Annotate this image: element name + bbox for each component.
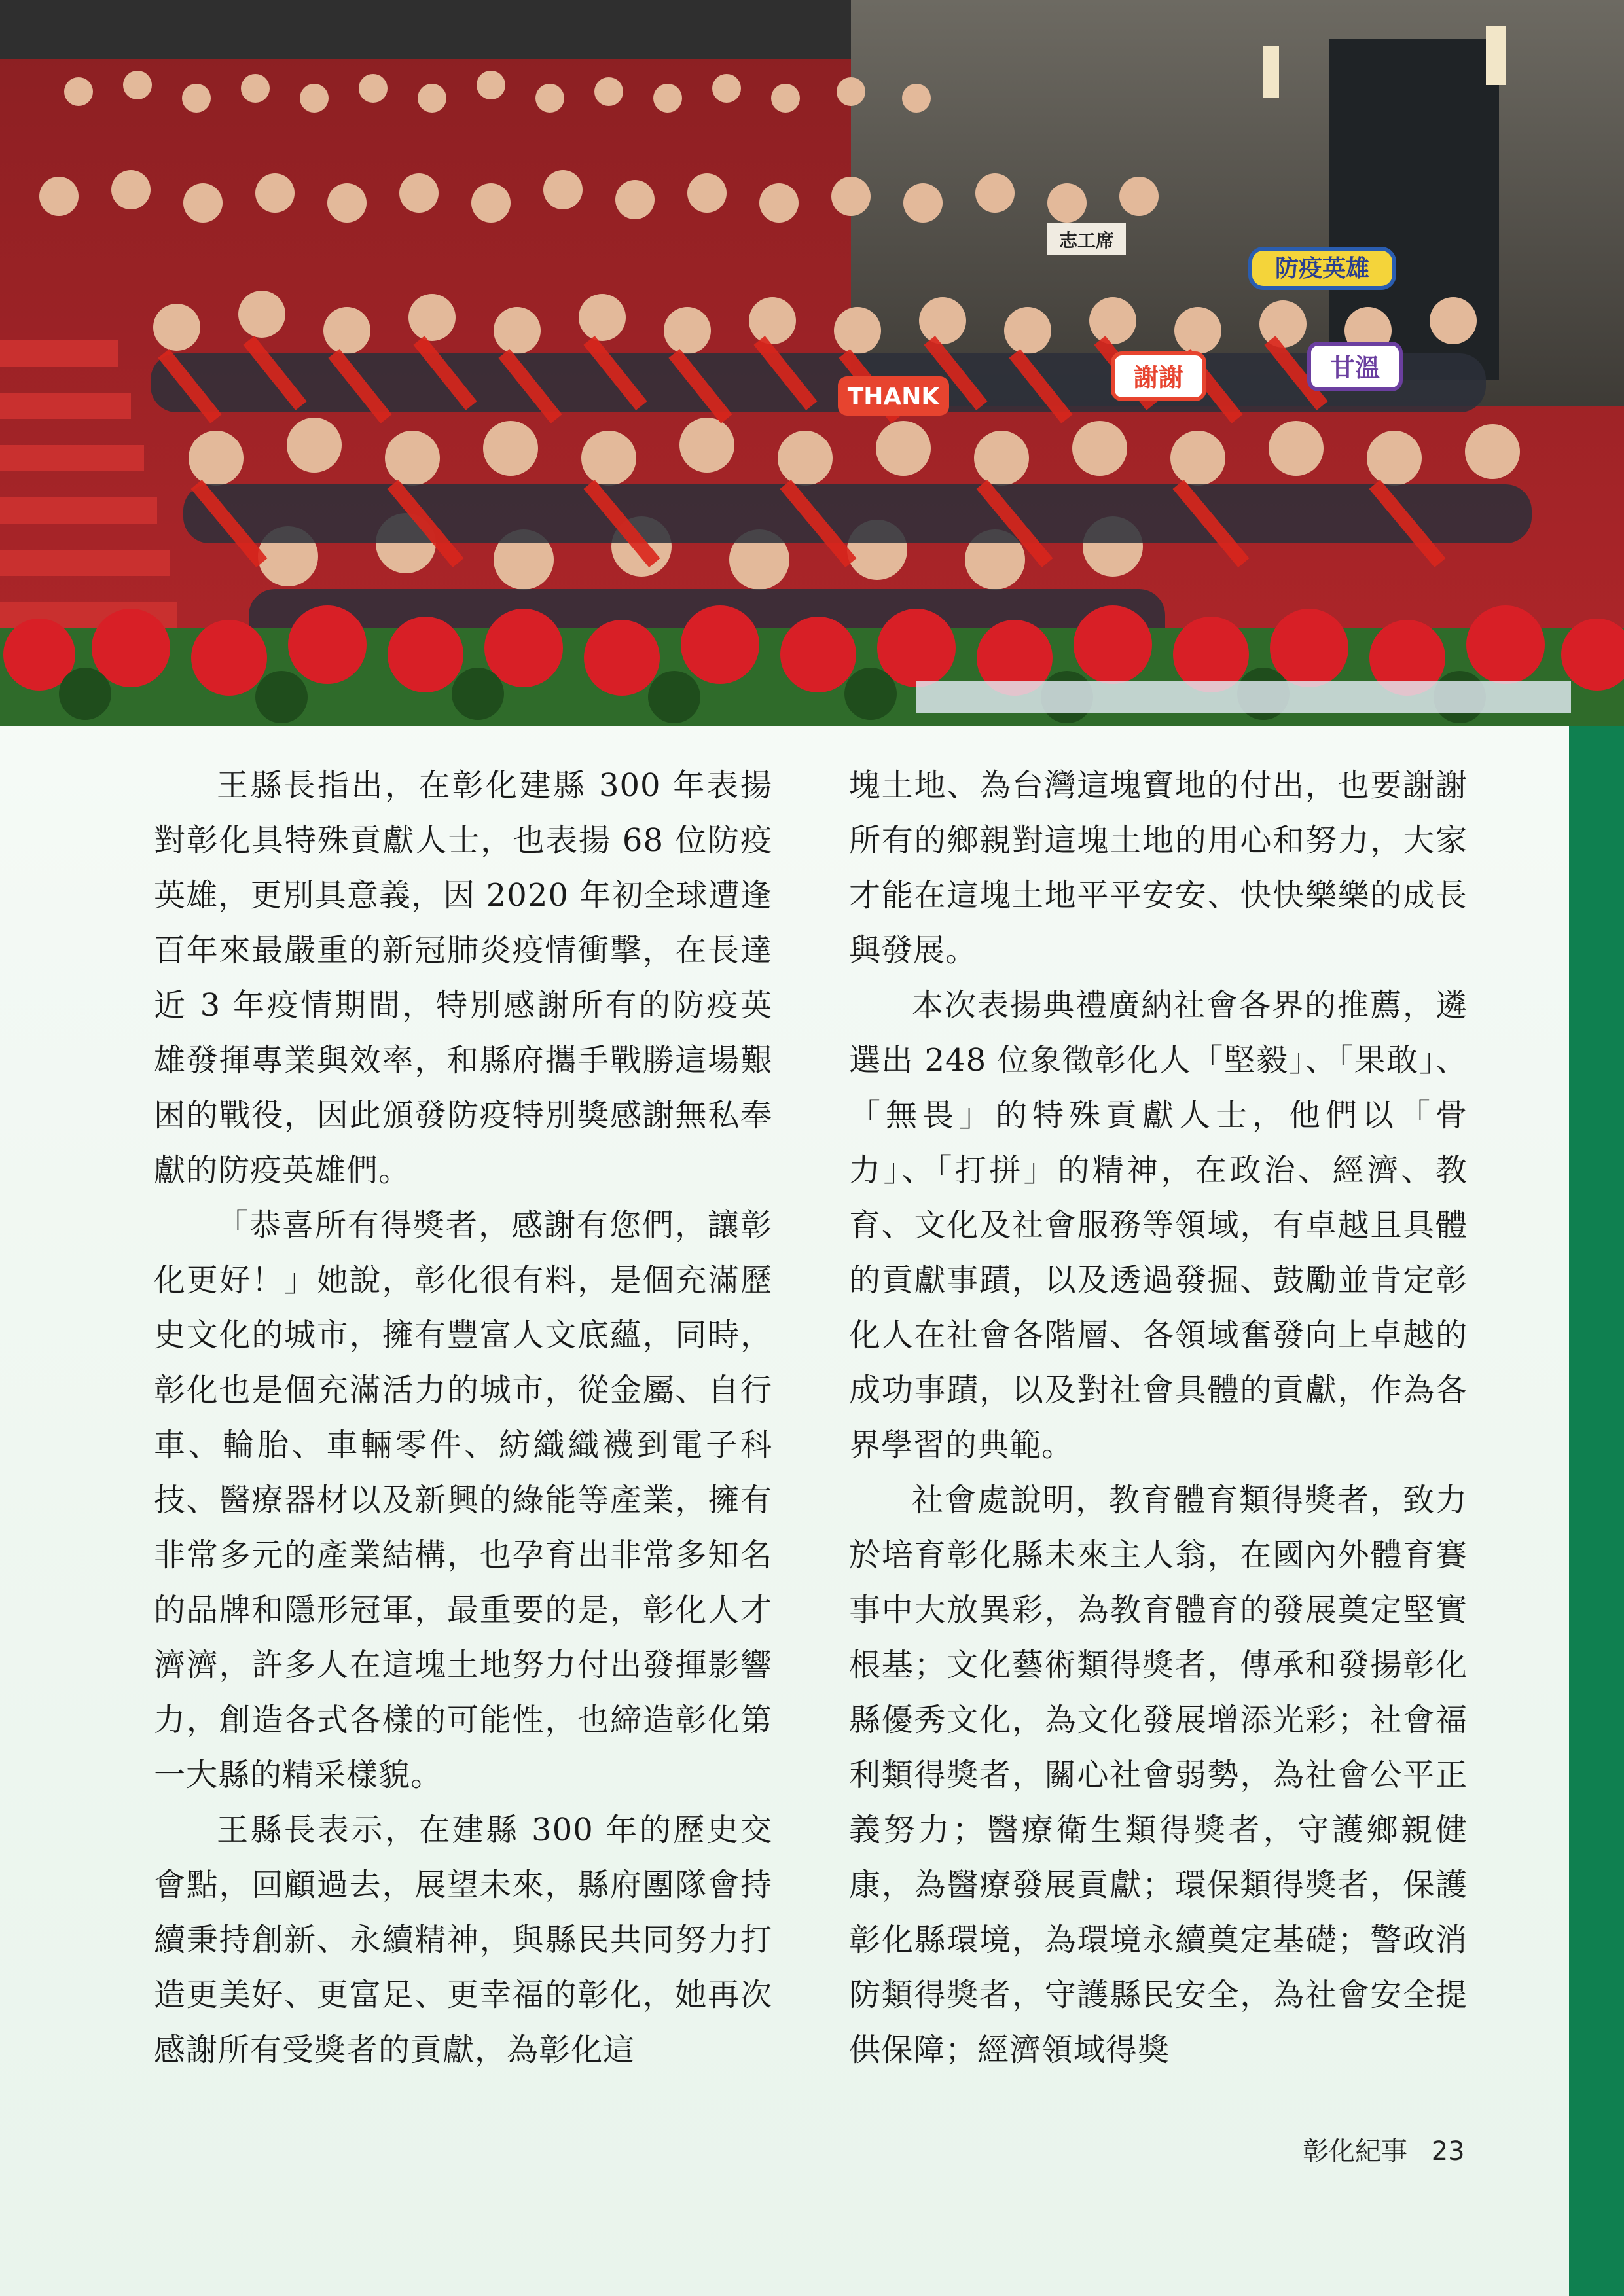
banner-ganwen: 甘溫 xyxy=(1329,353,1380,382)
article-paragraph: 王縣長指出，在彰化建縣 300 年表揚對彰化具特殊貢獻人士，也表揚 68 位防疫英雄，更別具意義，因 2020 年初全球遭逢百年來最嚴重的新冠肺炎疫情衝擊，在長達近 3 年疫情期間，特別感謝所有的防疫英雄發揮專業與效率，和縣府攜手戰勝這場艱困的戰役，因此頒發防疫特別獎感謝無私奉獻的防疫英雄們。 xyxy=(154,767,772,1189)
page-edge-accent-bar xyxy=(1569,726,1624,2296)
article-right-column xyxy=(849,758,1468,2077)
article-paragraph-continued: 塊土地、為台灣這塊寶地的付出，也要謝謝所有的鄉親對這塊土地的用心和努力，大家才能在這塊土地平平安安、快快樂樂的成長與發展。 xyxy=(849,767,1468,969)
banner-xiexie: 謝謝 xyxy=(1133,363,1184,392)
banner-thank: THANK xyxy=(847,384,940,410)
publication-name: 彰化紀事 xyxy=(1303,2136,1407,2166)
article-paragraph: 本次表揚典禮廣納社會各界的推薦，遴選出 248 位象徵彰化人「堅毅」、「果敢」、「無畏」的特殊貢獻人士，他們以「骨力」、「打拼」的精神，在政治、經濟、教育、文化及社會服務等領域，有卓越且具體的貢獻事蹟，以及透過發掘、鼓勵並肯定彰化人在社會各階層、各領域奮發向上卓越的成功事蹟，以及對社會具體的貢獻，作為各界學習的典範。 xyxy=(849,987,1468,1463)
sign-volunteer-seats: 志工席 xyxy=(1058,230,1115,251)
banner-fangyi: 防疫英雄 xyxy=(1274,255,1370,282)
article-paragraph: 「恭喜所有得獎者，感謝有您們，讓彰化更好！」她說，彰化很有料，是個充滿歷史文化的城市，擁有豐富人文底蘊，同時，彰化也是個充滿活力的城市，從金屬、自行車、輪胎、車輛零件、紡織織襪到電子科技、醫療器材以及新興的綠能等產業，擁有非常多元的產業結構，也孕育出非常多知名的品牌和隱形冠軍，最重要的是，彰化人才濟濟，許多人在這塊土地努力付出發揮影響力，創造各式各樣的可能性，也締造彰化第一大縣的精采樣貌。 xyxy=(154,1207,772,1793)
article-left-column xyxy=(154,758,772,2077)
article-paragraph: 王縣長表示，在建縣 300 年的歷史交會點，回顧過去，展望未來，縣府團隊會持續秉持創新、永續精神，與縣民共同努力打造更美好、更富足、更幸福的彰化，她再次感謝所有受獎者的貢獻，為彰化這 xyxy=(154,1812,772,2068)
page-footer xyxy=(1303,2130,1465,2168)
article-paragraph: 社會處說明，教育體育類得獎者，致力於培育彰化縣未來主人翁，在國內外體育賽事中大放異彩，為教育體育的發展奠定堅實根基；文化藝術類得獎者，傳承和發揚彰化縣優秀文化，為文化發展增添光彩；社會福利類得獎者，關心社會弱勢，為社會公平正義努力；醫療衛生類得獎者，守護鄉親健康，為醫療發展貢獻；環保類得獎者，保護彰化縣環境，為環境永續奠定基礎；警政消防類得獎者，守護縣民安全，為社會安全提供保障；經濟領域得獎 xyxy=(849,1482,1468,2068)
ceremony-photo-illustration xyxy=(0,0,1624,726)
page-number: 23 xyxy=(1431,2136,1465,2166)
ceremony-group-photo xyxy=(0,0,1624,726)
